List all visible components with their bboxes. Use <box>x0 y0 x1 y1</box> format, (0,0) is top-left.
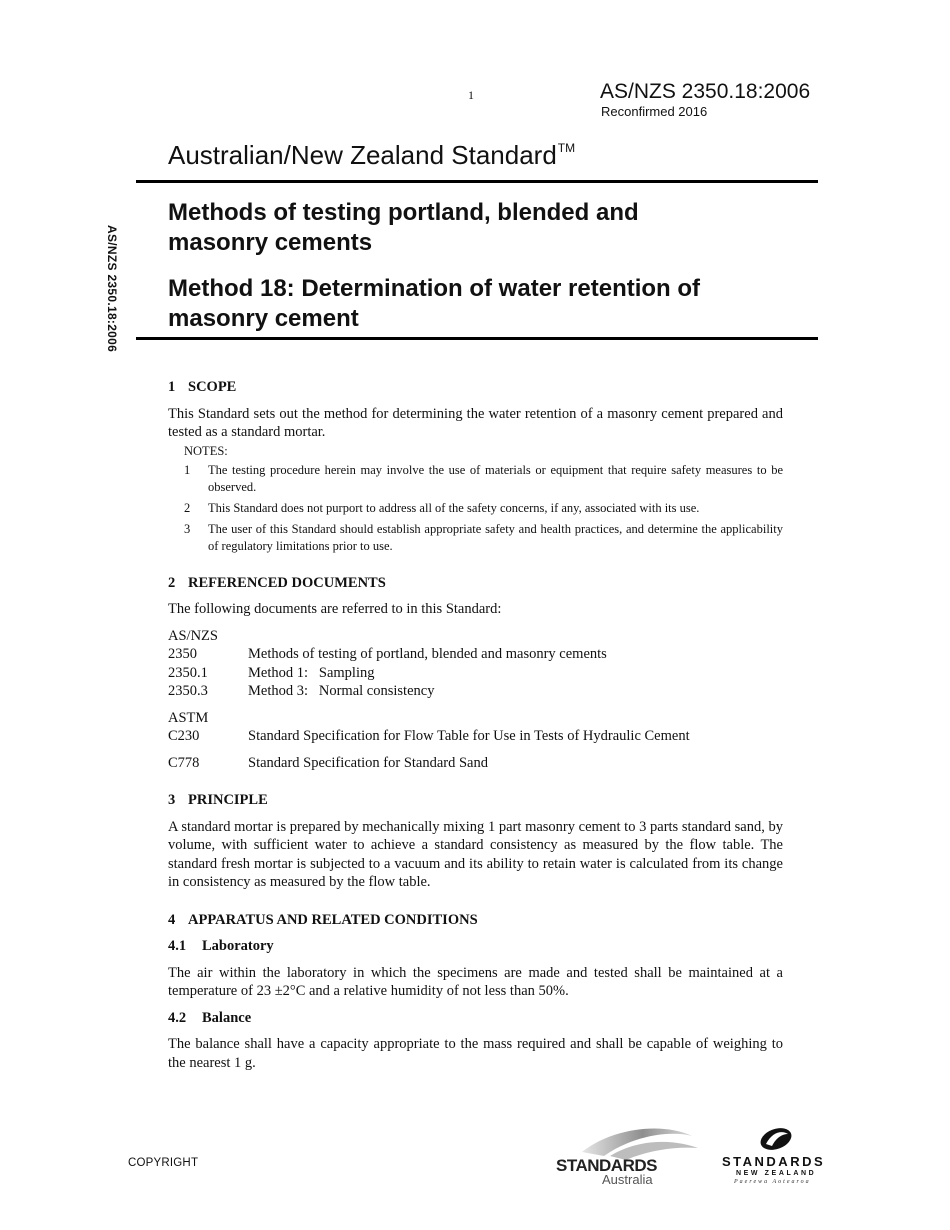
section-heading-references <box>168 574 783 593</box>
section-heading-scope <box>168 378 783 397</box>
laboratory-body: The air within the laboratory in which the specimens are made and tested shall be maintained at a temperature of 23 ±2°C and a relative humidity of not less than 50%. <box>168 964 783 999</box>
note-number: 3 <box>184 521 191 536</box>
reference-item <box>168 645 783 664</box>
reference-item <box>168 727 783 746</box>
note-item <box>184 500 783 517</box>
section-title: SCOPE <box>188 379 237 395</box>
reference-title: Methods of testing of portland, blended and masonry cements <box>248 646 607 662</box>
subsection-heading-laboratory <box>168 937 783 956</box>
asnzs-label: AS/NZS <box>168 627 218 644</box>
section-number: 1 <box>168 379 176 395</box>
copyright-label: COPYRIGHT <box>128 1157 199 1169</box>
reference-code: C230 <box>168 728 200 744</box>
reference-code: 2350.3 <box>168 683 208 699</box>
principle-body: A standard mortar is prepared by mechanically mixing 1 part masonry cement to 3 parts standard sand, by volume, with sufficient water to achieve a standard consistency as measured by the flow table. The standard fresh mortar is subjected to a vacuum and its ability to retain water is calculated from its change in consistency as measured by the flow table. <box>168 818 783 890</box>
reconfirmed-date: Reconfirmed 2016 <box>601 104 708 119</box>
method-title <box>168 274 808 334</box>
page-number: 1 <box>468 88 474 102</box>
note-text: The user of this Standard should establish appropriate safety and health practices, and determine the applicability of regulatory limitations prior to use. <box>208 521 783 553</box>
note-number: 1 <box>184 462 191 477</box>
section-heading-principle <box>168 791 783 810</box>
header-rule <box>136 180 818 183</box>
section-heading-apparatus <box>168 911 783 930</box>
subsection-heading-balance <box>168 1009 783 1028</box>
document-body <box>168 378 783 1072</box>
method-title-line2: masonry cement <box>168 305 359 332</box>
reference-code: C778 <box>168 754 200 771</box>
reference-item <box>168 754 783 773</box>
section-title: PRINCIPLE <box>188 792 268 808</box>
document-title <box>168 198 808 258</box>
standard-code: AS/NZS 2350.18:2006 <box>600 80 811 103</box>
standards-australia-logo <box>552 1122 712 1186</box>
section-number: 4 <box>168 911 176 928</box>
standard-title <box>168 140 575 171</box>
subsection-number: 4.1 <box>168 938 187 954</box>
subsection-title: Balance <box>202 1009 252 1026</box>
scope-body: This Standard sets out the method for determining the water retention of a masonry cement prepared and tested as a standard mortar. <box>168 405 783 440</box>
logo-nz-sub-text: NEW ZEALAND <box>736 1170 817 1177</box>
astm-label: ASTM <box>168 709 209 726</box>
section-number: 2 <box>168 574 176 591</box>
note-item <box>184 462 783 496</box>
reference-title: Method 1: Sampling <box>248 664 375 681</box>
notes-block <box>184 443 783 555</box>
balance-body: The balance shall have a capacity appropriate to the mass required and shall be capable of weighing to the nearest 1 g. <box>168 1036 783 1071</box>
references-intro: The following documents are referred to in this Standard: <box>168 601 502 617</box>
note-number: 2 <box>184 500 191 515</box>
logo-nz-tagline: Paerewa Aotearoa <box>734 1179 811 1185</box>
note-text: This Standard does not purport to address all of the safety concerns, if any, associated with its use. <box>208 500 700 515</box>
standard-title-text: Australian/New Zealand Standard <box>168 140 557 170</box>
method-title-line1: Method 18: Determination of water retention of <box>168 275 701 302</box>
standards-nz-emblem-icon <box>756 1126 796 1152</box>
subsection-number: 4.2 <box>168 1009 187 1026</box>
notes-label: NOTES: <box>184 443 228 458</box>
section-title: APPARATUS AND RELATED CONDITIONS <box>188 911 478 928</box>
trademark-mark: TM <box>557 141 576 155</box>
logo-sa-main-text: STANDARDS <box>556 1156 657 1175</box>
title-rule <box>136 337 818 340</box>
reference-item <box>168 664 783 683</box>
document-title-line2: masonry cements <box>168 229 373 256</box>
note-item <box>184 521 783 555</box>
standards-new-zealand-logo <box>720 1122 830 1188</box>
logo-sa-sub-text: Australia <box>602 1172 653 1187</box>
subsection-title: Laboratory <box>202 938 274 954</box>
reference-code: 2350 <box>168 646 197 662</box>
reference-title: Standard Specification for Standard Sand <box>248 754 488 771</box>
note-text: The testing procedure herein may involve the use of materials or equipment that require safety measures to be observed. <box>208 462 783 494</box>
logo-nz-main-text: STANDARDS <box>722 1154 826 1169</box>
reference-title: Standard Specification for Flow Table for Use in Tests of Hydraulic Cement <box>248 728 690 744</box>
document-title-line1: Methods of testing portland, blended and <box>168 199 639 226</box>
side-standard-code: AS/NZS 2350.18:2006 <box>105 225 119 353</box>
section-title: REFERENCED DOCUMENTS <box>188 574 386 591</box>
section-number: 3 <box>168 792 176 808</box>
reference-title: Method 3: Normal consistency <box>248 683 435 699</box>
reference-item <box>168 682 783 701</box>
reference-code: 2350.1 <box>168 664 208 681</box>
